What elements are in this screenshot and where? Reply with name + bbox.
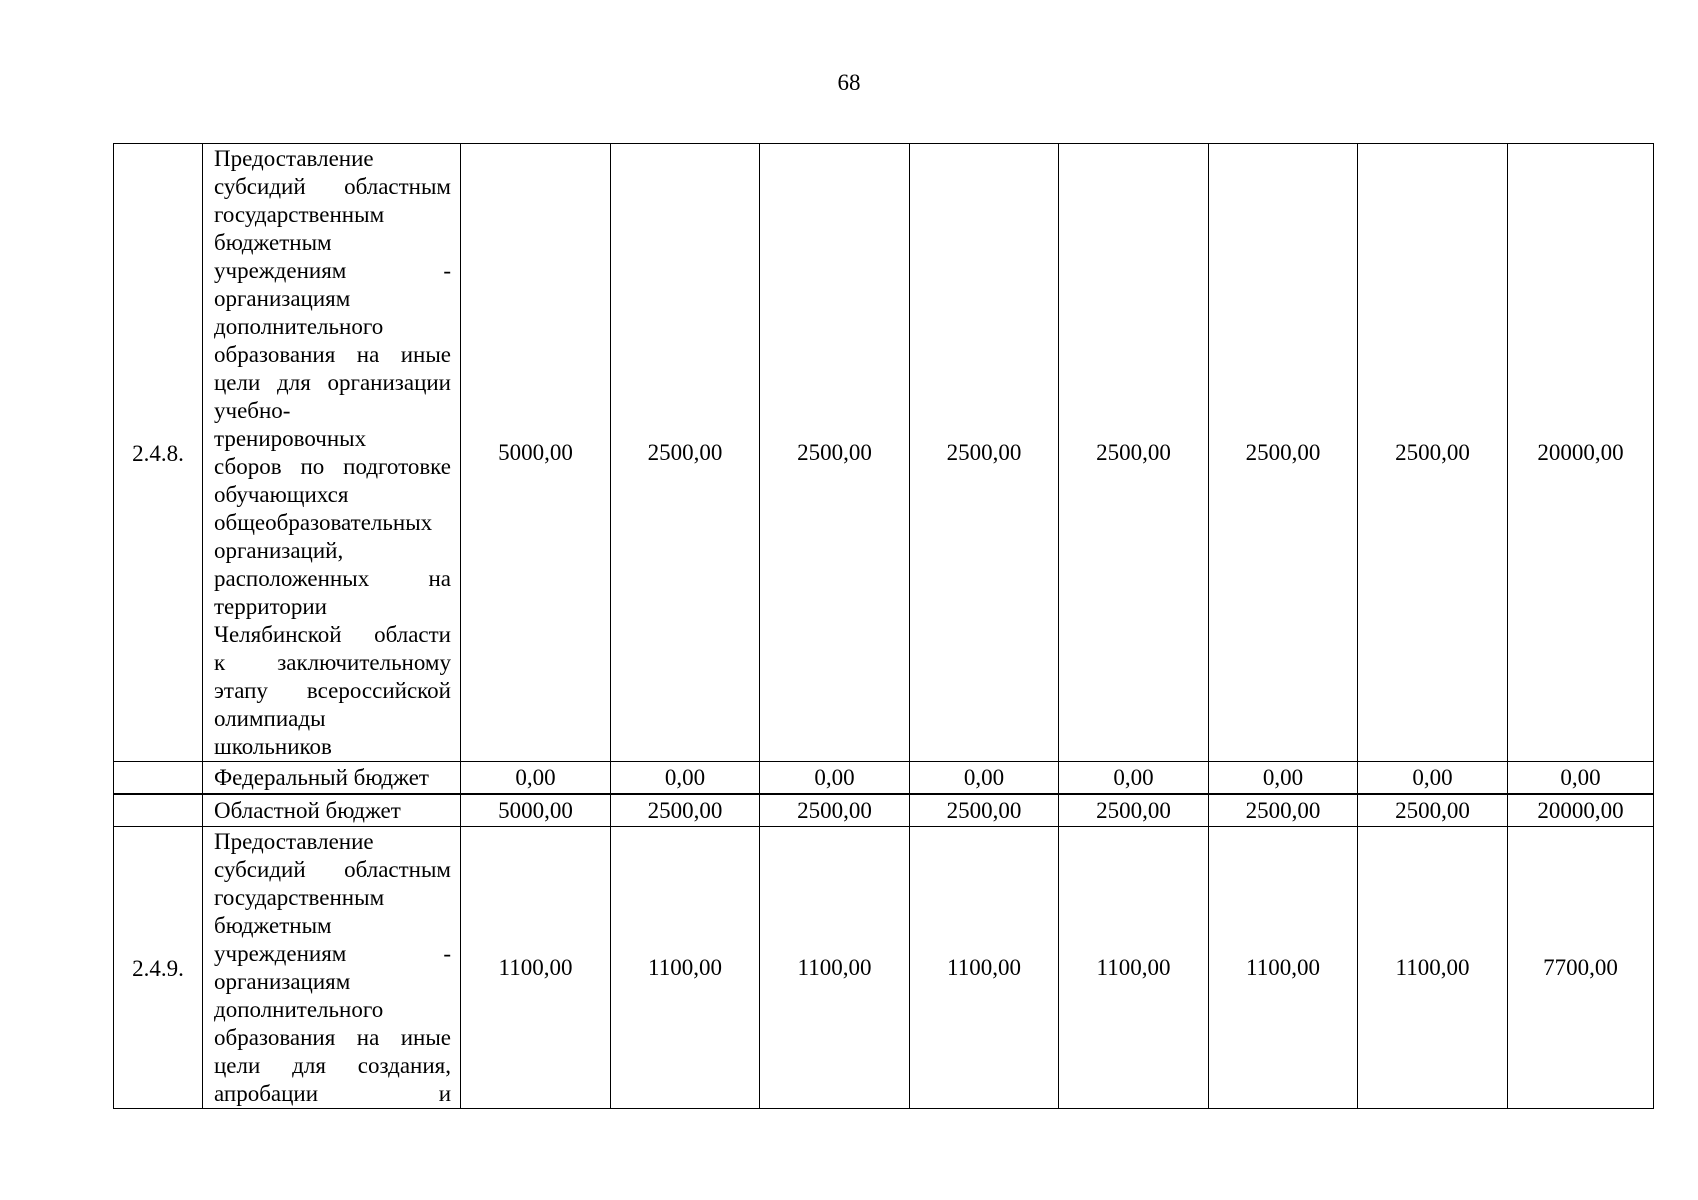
value-year: 2500,00	[1358, 144, 1508, 762]
description-line: Предоставление	[214, 146, 374, 171]
description-line: учреждениям -	[214, 941, 451, 966]
description-line: образования на иные	[214, 1025, 451, 1050]
description-line: обучающихся	[214, 482, 349, 507]
page-number: 68	[837, 70, 861, 95]
description-line: субсидий областным	[214, 174, 451, 199]
value-year: 0,00	[910, 762, 1059, 795]
description-line: государственным	[214, 202, 385, 227]
value-total: 20000,00	[1508, 794, 1654, 827]
value-year: 1100,00	[1358, 827, 1508, 1109]
description-line: этапу всероссийской	[214, 678, 451, 703]
value-year: 2500,00	[1059, 144, 1209, 762]
value-year: 1100,00	[461, 827, 611, 1109]
description-line: субсидий областным	[214, 857, 451, 882]
table-row	[114, 794, 1654, 827]
description-line: Челябинской области	[214, 622, 451, 647]
value-total: 7700,00	[1508, 827, 1654, 1109]
value-year: 1100,00	[1209, 827, 1358, 1109]
description-line: к заключительному	[214, 650, 451, 675]
table-row	[114, 827, 1654, 1109]
description-line: дополнительного	[214, 314, 384, 339]
row-number: 2.4.8.	[114, 144, 203, 762]
funding-source: Областной бюджет	[203, 794, 461, 827]
description-line: расположенных на	[214, 566, 451, 591]
value-year: 5000,00	[461, 794, 611, 827]
description-line: сборов по подготовке	[214, 454, 451, 479]
value-year: 2500,00	[1209, 794, 1358, 827]
description-line: школьников	[214, 734, 332, 759]
value-year: 2500,00	[760, 144, 910, 762]
row-description	[203, 827, 461, 1109]
description-line: образования на иные	[214, 342, 451, 367]
value-year: 2500,00	[1209, 144, 1358, 762]
table-row	[114, 762, 1654, 795]
value-year: 0,00	[1209, 762, 1358, 795]
description-line: цели для организации	[214, 370, 451, 395]
table-row	[114, 144, 1654, 762]
description-line: олимпиады	[214, 706, 326, 731]
value-year: 1100,00	[910, 827, 1059, 1109]
description-line: цели для создания,	[214, 1053, 451, 1078]
description-line: Предоставление	[214, 829, 374, 854]
value-year: 0,00	[1059, 762, 1209, 795]
budget-table	[113, 143, 1654, 1109]
row-number	[114, 794, 203, 827]
value-year: 2500,00	[611, 144, 760, 762]
row-description	[203, 144, 461, 762]
value-total: 0,00	[1508, 762, 1654, 795]
value-year: 1100,00	[611, 827, 760, 1109]
row-number: 2.4.9.	[114, 827, 203, 1109]
description-line: организаций,	[214, 538, 344, 563]
description-line: учебно-	[214, 398, 291, 423]
value-year: 1100,00	[760, 827, 910, 1109]
description-line: бюджетным	[214, 230, 332, 255]
description-line: тренировочных	[214, 426, 367, 451]
value-year: 0,00	[461, 762, 611, 795]
description-line: государственным	[214, 885, 385, 910]
description-line: бюджетным	[214, 913, 332, 938]
description-line: учреждениям -	[214, 258, 451, 283]
description-line: организациям	[214, 969, 351, 994]
value-year: 0,00	[611, 762, 760, 795]
value-total: 20000,00	[1508, 144, 1654, 762]
value-year: 1100,00	[1059, 827, 1209, 1109]
value-year: 5000,00	[461, 144, 611, 762]
value-year: 0,00	[760, 762, 910, 795]
value-year: 2500,00	[760, 794, 910, 827]
value-year: 2500,00	[1059, 794, 1209, 827]
description-line: дополнительного	[214, 997, 384, 1022]
funding-source: Федеральный бюджет	[203, 762, 461, 795]
value-year: 2500,00	[910, 794, 1059, 827]
description-line: общеобразовательных	[214, 510, 433, 535]
description-line: организациям	[214, 286, 351, 311]
row-number	[114, 762, 203, 795]
description-line: территории	[214, 594, 327, 619]
value-year: 2500,00	[910, 144, 1059, 762]
value-year: 2500,00	[1358, 794, 1508, 827]
value-year: 2500,00	[611, 794, 760, 827]
value-year: 0,00	[1358, 762, 1508, 795]
description-line: апробации и	[214, 1081, 451, 1106]
